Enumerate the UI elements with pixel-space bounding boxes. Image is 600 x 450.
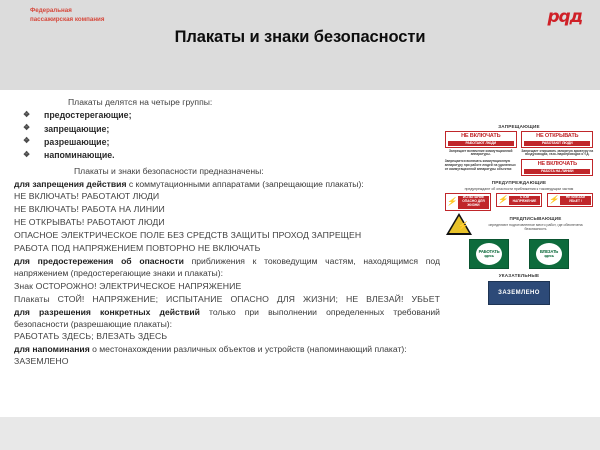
prohibitory-plate-2-wrap: [521, 131, 593, 157]
warning-group-title: ПРЕДУПРЕЖДАЮЩИЕ: [491, 180, 547, 186]
sign-plate-ne-otkryvat-rabotayut-lyudi: [521, 131, 593, 148]
section-item: РАБОТА ПОД НАПРЯЖЕНИЕМ ПОВТОРНО НЕ ВКЛЮЧАТЬ: [14, 243, 261, 254]
section-heading-4: [14, 343, 440, 355]
section-heading-rest: о местонахождении различных объектов и устройств (напоминающий плакат):: [89, 344, 407, 355]
diamond-bullet-icon: ❖: [23, 136, 31, 146]
footer-brand: [30, 7, 104, 25]
lightning-bolt-icon: ⚡: [456, 221, 468, 232]
prohibitory-note-row: [444, 159, 594, 176]
section-heading-bold: для напоминания: [14, 344, 90, 355]
prohibitory-plate-3-wrap: [521, 159, 593, 176]
prohibitory-note: Запрещается включать коммутационную аппаратуру при работе людей на удаленных от коммутационной аппаратуры объектах: [444, 159, 516, 172]
diamond-bullet-icon: ❖: [23, 149, 31, 159]
plate-line2: РАБОТАЮТ ЛЮДИ: [524, 141, 590, 146]
diamond-bullet-icon: ❖: [23, 123, 31, 133]
intro-text: Плакаты делятся на четыре группы:: [68, 97, 213, 107]
plate-line1: НЕ ОТКРЫВАТЬ: [536, 132, 579, 139]
rzd-logo: рqд: [547, 7, 582, 27]
prescriptive-plate-row: [444, 239, 594, 269]
triangle-and-prescriptive-row: [444, 213, 594, 235]
plate-text: НЕ ВЛЕЗАЙ УБЬЕТ !: [560, 196, 592, 205]
sign-plate-ne-vklyuchat-rabota-na-linii: [521, 159, 593, 176]
section-item: НЕ ВКЛЮЧАТЬ! РАБОТАЮТ ЛЮДИ: [14, 191, 160, 202]
plate-line2: РАБОТАЮТ ЛЮДИ: [448, 141, 514, 146]
warning-plate-row: [444, 193, 594, 211]
list-item: [14, 136, 440, 149]
list-item: [14, 149, 440, 162]
purpose-intro: Плакаты и знаки безопасности предназначены:: [74, 165, 264, 176]
section-heading-bold: для предостережения об опасности: [14, 256, 184, 267]
electric-hazard-triangle-icon: [446, 213, 472, 235]
section-heading-rest: с коммутационными аппаратами (запрещающие плакаты):: [126, 178, 364, 189]
footer-band: [0, 417, 600, 450]
group-label: запрещающие;: [44, 123, 110, 134]
prescriptive-heading-wrap: [477, 216, 594, 233]
prohibitory-group-title: ЗАПРЕЩАЮЩИЕ: [498, 124, 540, 129]
plate-text: ИСПЫТАНИЕ ОПАСНО ДЛЯ ЖИЗНИ: [458, 196, 490, 209]
list-item: [14, 123, 440, 136]
section-heading-3: [14, 306, 440, 330]
section-item: ОПАСНОЕ ЭЛЕКТРИЧЕСКОЕ ПОЛЕ БЕЗ СРЕДСТВ ЗАЩИТЫ ПРОХОД ЗАПРЕЩЕН: [14, 230, 362, 241]
section-heading-2: [14, 255, 440, 279]
sign-plate-rabotat-zdes: [469, 239, 509, 269]
section-item: Плакаты СТОЙ! НАПРЯЖЕНИЕ; ИСПЫТАНИЕ ОПАСНО ДЛЯ ЖИЗНИ; НЕ ВЛЕЗАЙ! УБЬЕТ: [14, 293, 440, 304]
section-item: НЕ ВКЛЮЧАТЬ! РАБОТА НА ЛИНИИ: [14, 204, 165, 215]
sign-plate-zazemleno: [488, 281, 550, 305]
section-item: Знак ОСТОРОЖНО! ЭЛЕКТРИЧЕСКОЕ НАПРЯЖЕНИЕ: [14, 280, 242, 291]
section-item: НЕ ОТКРЫВАТЬ! РАБОТАЮТ ЛЮДИ: [14, 217, 165, 228]
page-title: Плакаты и знаки безопасности: [174, 28, 426, 46]
group-label: предостерегающие;: [44, 110, 132, 121]
lightning-bolt-icon: ⚡: [548, 195, 559, 205]
triangle-sign-wrap: [444, 213, 474, 235]
safety-signs-illustration: [444, 124, 594, 402]
plate-caption: Запрещает открывать запорную арматуру на воздуховодах, газо-/паропроводах и т.д.: [521, 148, 594, 157]
section-heading-rest: только при выполнении определенных требований безопасности (разрешающие плакаты):: [14, 306, 440, 329]
sign-plate-ne-vklyuchat-rabotayut-lyudi: [445, 131, 517, 148]
group-list: [14, 109, 440, 162]
prescriptive-group-subtitle: определяют подготовленное место работ, где обеспечена безопасность: [488, 222, 583, 231]
green-circle: [476, 243, 502, 265]
lightning-bolt-icon: ⚡: [497, 195, 508, 205]
footer-brand-line1: Федеральная: [30, 7, 72, 14]
sign-plate-stoy-napryazhenie: [496, 193, 543, 207]
plate-line1: РАБОТАТЬ: [478, 249, 500, 255]
plate-text: ЗАЗЕМЛЕНО: [498, 290, 540, 297]
green-circle: [536, 243, 562, 265]
section-heading-rest: приближения к токоведущим частям, находящимся под напряжением (предостерегающие знаки и плакаты):: [14, 256, 440, 279]
sign-plate-ispytanie-opasno-dlya-zhizni: [445, 193, 492, 211]
section-item: ЗАЗЕМЛЕНО: [14, 356, 69, 367]
sign-plate-vlezat-zdes: [529, 239, 569, 269]
group-label: напоминающие.: [44, 150, 115, 161]
footer-brand-line2: пассажирская компания: [30, 15, 105, 23]
plate-text: СТОЙ НАПРЯЖЕНИЕ: [509, 196, 541, 205]
plate-line1: НЕ ВКЛЮЧАТЬ: [537, 160, 577, 167]
plate-caption: Запрещает включение коммутационной аппаратуры.: [449, 148, 513, 157]
prohibitory-plate-1-wrap: [445, 131, 517, 157]
plate-line1: ВЛЕЗАТЬ: [539, 249, 559, 255]
plate-line2: здесь: [544, 254, 554, 259]
list-item: [14, 109, 440, 122]
section-heading-bold: для разрешения конкретных действий: [14, 306, 200, 317]
diamond-bullet-icon: ❖: [23, 109, 31, 119]
lightning-bolt-icon: ⚡: [446, 197, 457, 207]
sign-plate-ne-vlezay-ubyet: [547, 193, 594, 207]
prescriptive-group-title: ПРЕДПИСЫВАЮЩИЕ: [509, 215, 562, 221]
prohibitory-note-wrap: [445, 159, 517, 171]
plate-line2: здесь: [484, 254, 494, 259]
plate-line1: НЕ ВКЛЮЧАТЬ: [461, 132, 501, 139]
section-heading-bold: для запрещения действия: [14, 178, 127, 189]
section-item: РАБОТАТЬ ЗДЕСЬ; ВЛЕЗАТЬ ЗДЕСЬ: [14, 331, 168, 342]
plate-line2: РАБОТА НА ЛИНИИ: [524, 169, 590, 174]
warning-group-subtitle: предупреждают об опасности приближения к токоведущим частям: [464, 187, 574, 192]
body-content: [14, 96, 440, 368]
group-label: разрешающие;: [44, 136, 110, 147]
indicative-group-title: УКАЗАТЕЛЬНЫЕ: [498, 273, 540, 279]
prohibitory-plate-row: [444, 131, 594, 157]
section-heading-1: [14, 178, 440, 190]
